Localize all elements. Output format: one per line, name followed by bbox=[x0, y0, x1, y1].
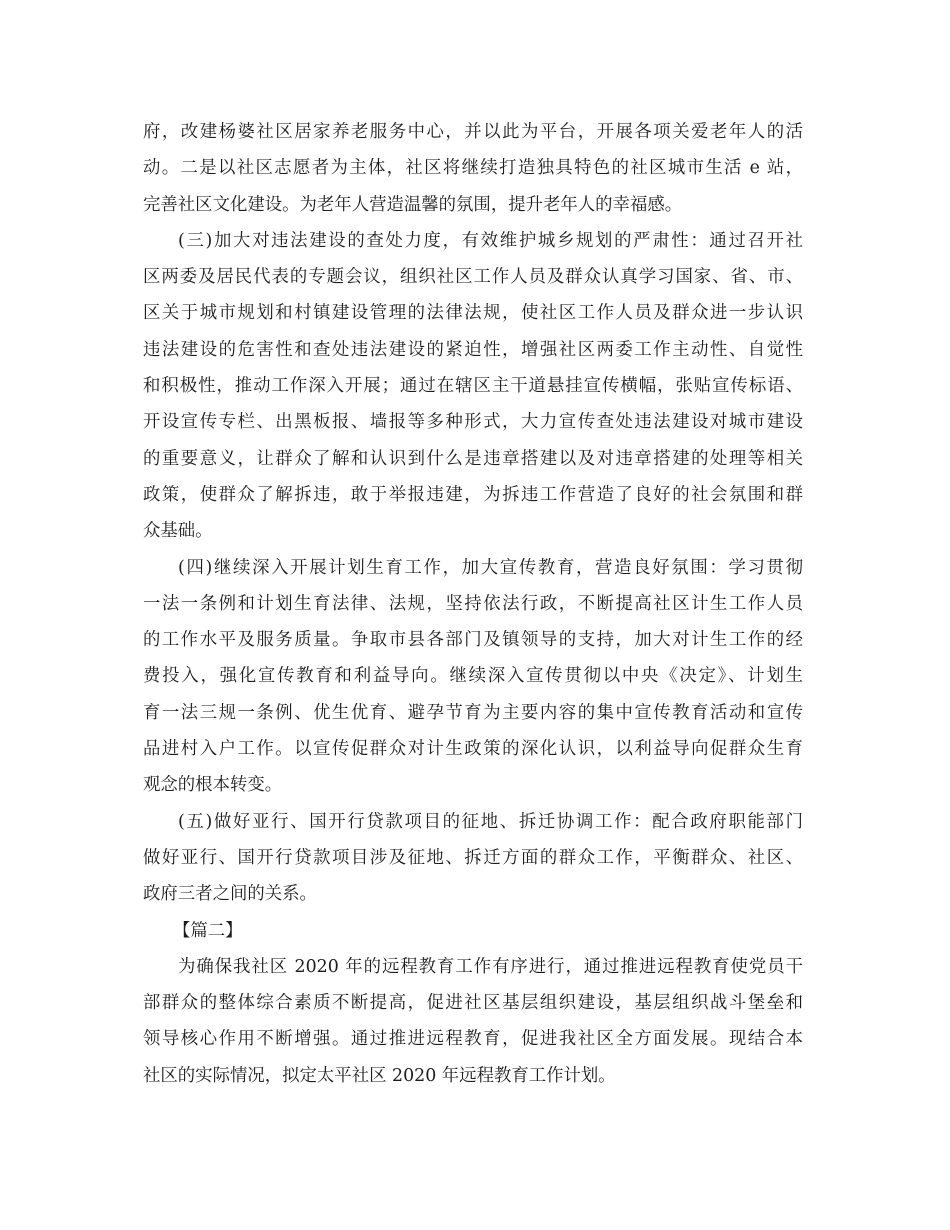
section-heading-part-two bbox=[143, 913, 803, 949]
text-line: 动。二是以社区志愿者为主体，社区将继续打造独具特色的社区城市生活 e 站， bbox=[143, 158, 803, 179]
text-line: 做好亚行、国开行贷款项目涉及征地、拆迁方面的群众工作，平衡群众、社区、 bbox=[143, 847, 803, 868]
text-line: 府，改建杨婆社区居家养老服务中心，并以此为平台，开展各项关爱老年人的活 bbox=[143, 122, 803, 142]
text-line: 完善社区文化建设。为老年人营造温馨的氛围，提升老年人的幸福感。 bbox=[143, 194, 683, 215]
text-line: 区关于城市规划和村镇建设管理的法律法规，使社区工作人员及群众进一步认识 bbox=[143, 303, 803, 324]
paragraph-family-planning bbox=[143, 550, 803, 804]
text-line: 为确保我社区 2020 年的远程教育工作有序进行，通过推进远程教育使党员干 bbox=[178, 956, 803, 977]
text-line: 开设宣传专栏、出黑板报、墙报等多种形式，大力宣传查处违法建设对城市建设 bbox=[143, 412, 803, 433]
text-line: 育一法三规一条例、优生优育、避孕节育为主要内容的集中宣传教育活动和宣传 bbox=[143, 702, 803, 723]
text-line: 部群众的整体综合素质不断提高，促进社区基层组织建设，基层组织战斗堡垒和 bbox=[143, 993, 803, 1014]
text-line: 观念的根本转变。 bbox=[143, 775, 283, 796]
text-line: 的工作水平及服务质量。争取市县各部门及镇领导的支持，加大对计生工作的经 bbox=[143, 630, 803, 651]
text-line: 众基础。 bbox=[143, 521, 213, 542]
section-heading: 【篇二】 bbox=[173, 920, 243, 941]
text-line: 品进村入户工作。以宣传促群众对计生政策的深化认识，以利益导向促群众生育 bbox=[143, 739, 803, 760]
text-line: 社区的实际情况，拟定太平社区 2020 年远程教育工作计划。 bbox=[143, 1065, 616, 1086]
text-line: 和积极性，推动工作深入开展；通过在辖区主干道悬挂宣传横幅，张贴宣传标语、 bbox=[143, 376, 803, 397]
text-line: 的重要意义，让群众了解和认识到什么是违章搭建以及对违章搭建的处理等相关 bbox=[143, 448, 803, 469]
text-line: 违法建设的危害性和查处违法建设的紧迫性，增强社区两委工作主动性、自觉性 bbox=[143, 339, 803, 360]
text-line: 区两委及居民代表的专题会议，组织社区工作人员及群众认真学习国家、省、市、 bbox=[143, 267, 803, 288]
paragraph-illegal-construction bbox=[143, 223, 803, 550]
paragraph-elderly-care bbox=[143, 114, 803, 223]
text-line: (四)继续深入开展计划生育工作，加大宣传教育，营造良好氛围：学习贯彻 bbox=[178, 557, 803, 578]
text-line: (五)做好亚行、国开行贷款项目的征地、拆迁协调工作：配合政府职能部门 bbox=[178, 811, 803, 832]
text-line: 一法一条例和计划生育法律、法规，坚持依法行政，不断提高社区计生工作人员 bbox=[143, 593, 803, 614]
text-line: (三)加大对违法建设的查处力度，有效维护城乡规划的严肃性：通过召开社 bbox=[178, 230, 803, 251]
text-line: 领导核心作用不断增强。通过推进远程教育，促进我社区全方面发展。现结合本 bbox=[143, 1029, 803, 1050]
text-line: 政府三者之间的关系。 bbox=[143, 884, 317, 905]
text-line: 费投入，强化宣传教育和利益导向。继续深入宣传贯彻以中央《决定》、计划生 bbox=[143, 666, 803, 687]
paragraph-remote-education bbox=[143, 949, 803, 1094]
document-page bbox=[143, 114, 803, 1094]
paragraph-land-acquisition bbox=[143, 804, 803, 913]
text-line: 政策，使群众了解拆违，敢于举报违建，为拆违工作营造了良好的社会氛围和群 bbox=[143, 484, 803, 505]
